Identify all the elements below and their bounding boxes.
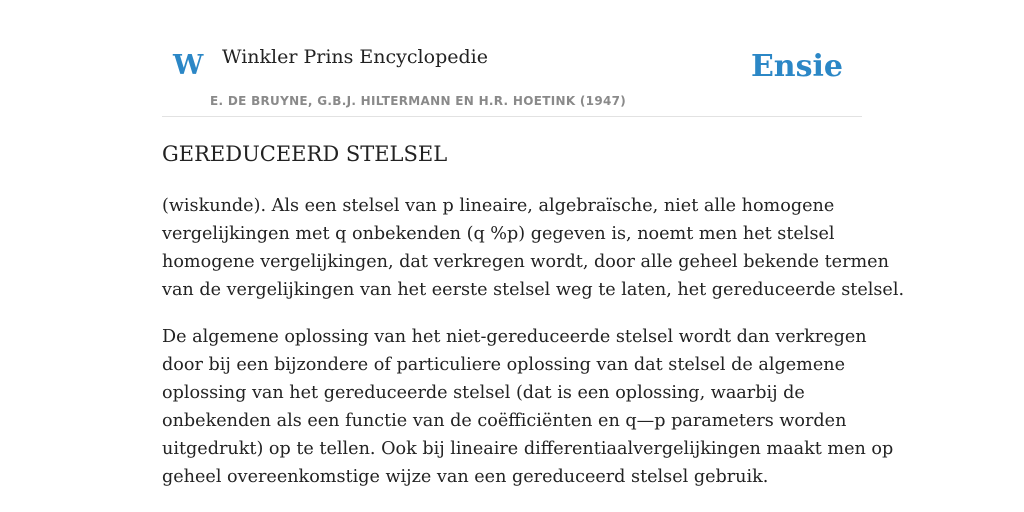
ensie-logo-link[interactable]: Ensie: [750, 49, 843, 84]
paragraph-line: door bij een bijzondere of particuliere oplossing van dat stelsel de algemene: [162, 355, 845, 375]
entry-title: GEREDUCEERD STELSEL: [162, 142, 448, 166]
source-title[interactable]: Winkler Prins Encyclopedie: [222, 46, 488, 68]
source-authors: E. DE BRUYNE, G.B.J. HILTERMANN EN H.R. HOETINK (1947): [210, 94, 627, 108]
paragraph-line: uitgedrukt) op te tellen. Ook bij lineaire differentiaalvergelijkingen maakt men op: [162, 439, 894, 459]
entry-paragraph: [162, 323, 894, 491]
entry-body: [162, 192, 905, 510]
paragraph-line: vergelijkingen met q onbekenden (q %p) gegeven is, noemt men het stelsel: [162, 224, 835, 244]
winkler-prins-logo[interactable]: W: [173, 50, 204, 81]
entry-paragraph: [162, 192, 905, 304]
paragraph-line: oplossing van het gereduceerde stelsel (dat is een oplossing, waarbij de: [162, 383, 805, 403]
paragraph-line: homogene vergelijkingen, dat verkregen wordt, door alle geheel bekende termen: [162, 252, 889, 272]
paragraph-line: geheel overeenkomstige wijze van een gereduceerd stelsel gebruik.: [162, 467, 769, 487]
paragraph-line: onbekenden als een functie van de coëfficiënten en q—p parameters worden: [162, 411, 847, 431]
paragraph-line: van de vergelijkingen van het eerste stelsel weg te laten, het gereduceerde stelsel.: [162, 280, 905, 300]
source-header: [162, 0, 862, 117]
paragraph-line: De algemene oplossing van het niet-gereduceerde stelsel wordt dan verkregen: [162, 327, 867, 347]
article-page: [162, 0, 905, 512]
paragraph-line: (wiskunde). Als een stelsel van p lineaire, algebraïsche, niet alle homogene: [162, 196, 835, 216]
